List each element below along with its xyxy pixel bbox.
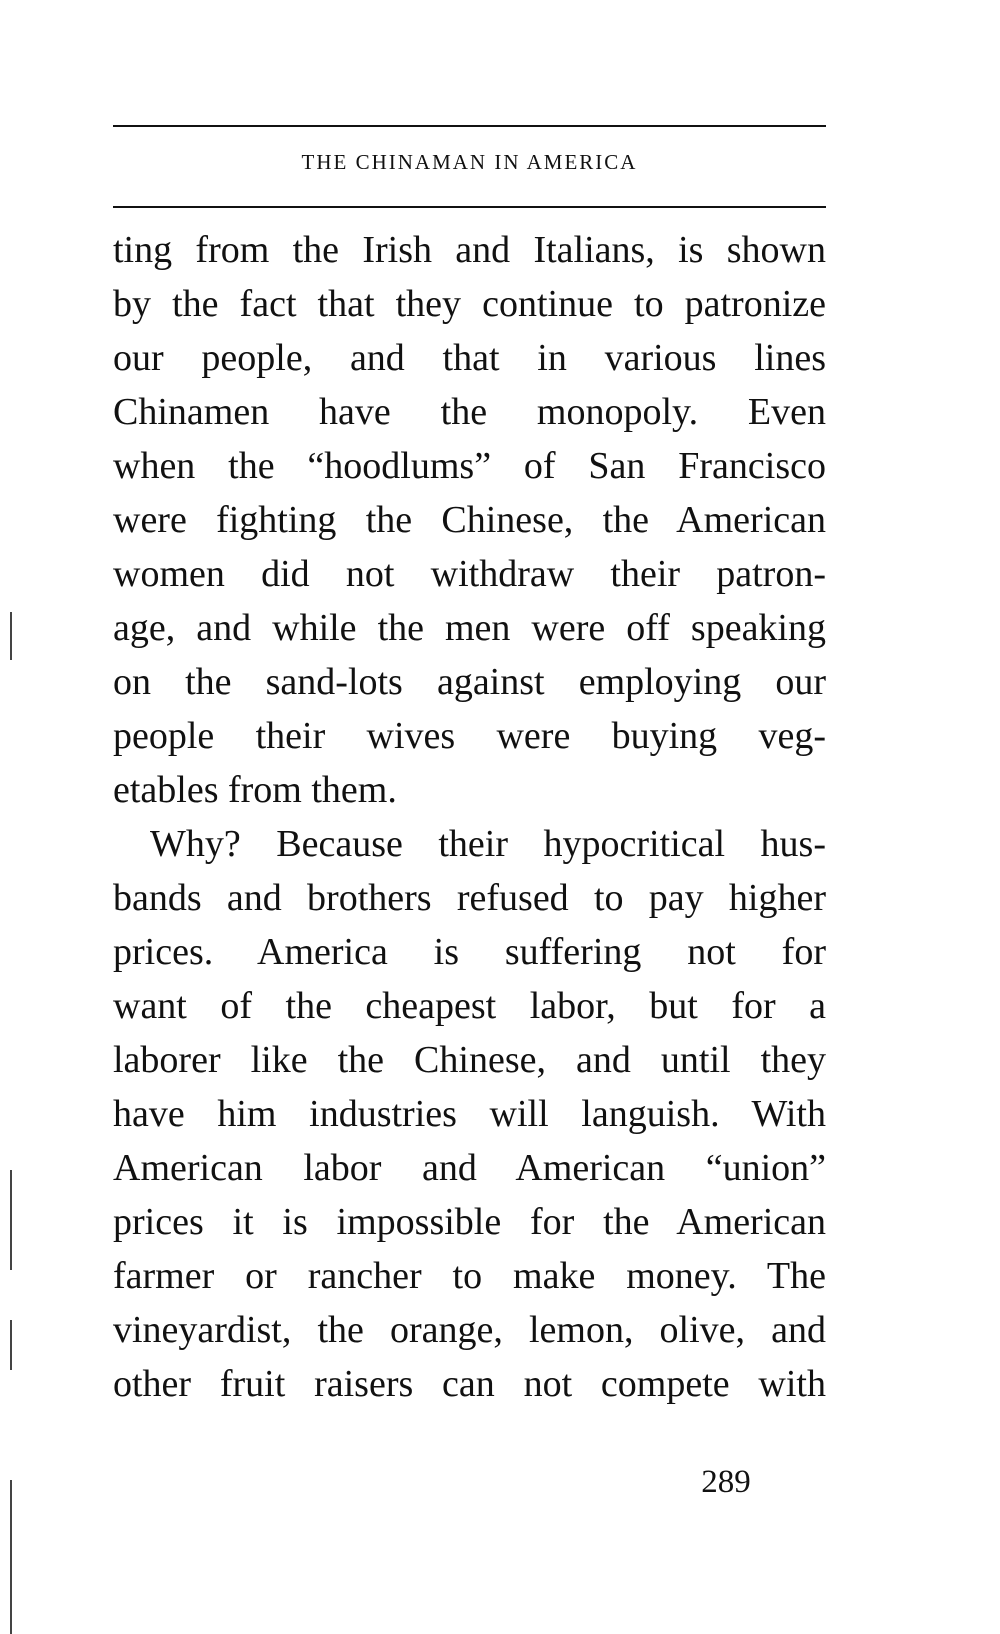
text-line: prices it is impossible for the American — [113, 1201, 826, 1243]
text-line: laborer like the Chinese, and until they — [113, 1039, 826, 1081]
text-line: farmer or rancher to make money. The — [113, 1255, 826, 1297]
text-line: prices. America is suffering not for — [113, 931, 826, 973]
text-line: have him industries will languish. With — [113, 1093, 826, 1135]
text-line: by the fact that they continue to patronize — [113, 283, 826, 325]
text-line: age, and while the men were off speaking — [113, 607, 826, 649]
scan-edge-mark — [10, 1170, 12, 1270]
text-line: American labor and American “union” — [113, 1147, 826, 1189]
text-line: our people, and that in various lines — [113, 337, 826, 379]
scan-edge-mark — [10, 1480, 12, 1634]
text-line: want of the cheapest labor, but for a — [113, 985, 826, 1027]
scan-edge-mark — [10, 1320, 12, 1370]
text-line: women did not withdraw their patron- — [113, 553, 826, 595]
text-line: etables from them. — [113, 769, 397, 811]
text-line: were fighting the Chinese, the American — [113, 499, 826, 541]
text-line: people their wives were buying veg- — [113, 715, 826, 757]
text-line: ting from the Irish and Italians, is shown — [113, 229, 826, 271]
scan-edge-mark — [10, 612, 12, 660]
text-line: Chinamen have the monopoly. Even — [113, 391, 826, 433]
header-rule-top — [113, 125, 826, 127]
header-rule-bottom — [113, 206, 826, 208]
text-line: on the sand-lots against employing our — [113, 661, 826, 703]
text-line: when the “hoodlums” of San Francisco — [113, 445, 826, 487]
paragraph-first-line: Why? Because their hypocritical hus- — [150, 823, 826, 865]
page-number: 289 — [701, 1464, 751, 1500]
running-head: THE CHINAMAN IN AMERICA — [301, 150, 638, 174]
text-line: other fruit raisers can not compete with — [113, 1363, 826, 1405]
text-line: bands and brothers refused to pay higher — [113, 877, 826, 919]
text-line: vineyardist, the orange, lemon, olive, and — [113, 1309, 826, 1351]
